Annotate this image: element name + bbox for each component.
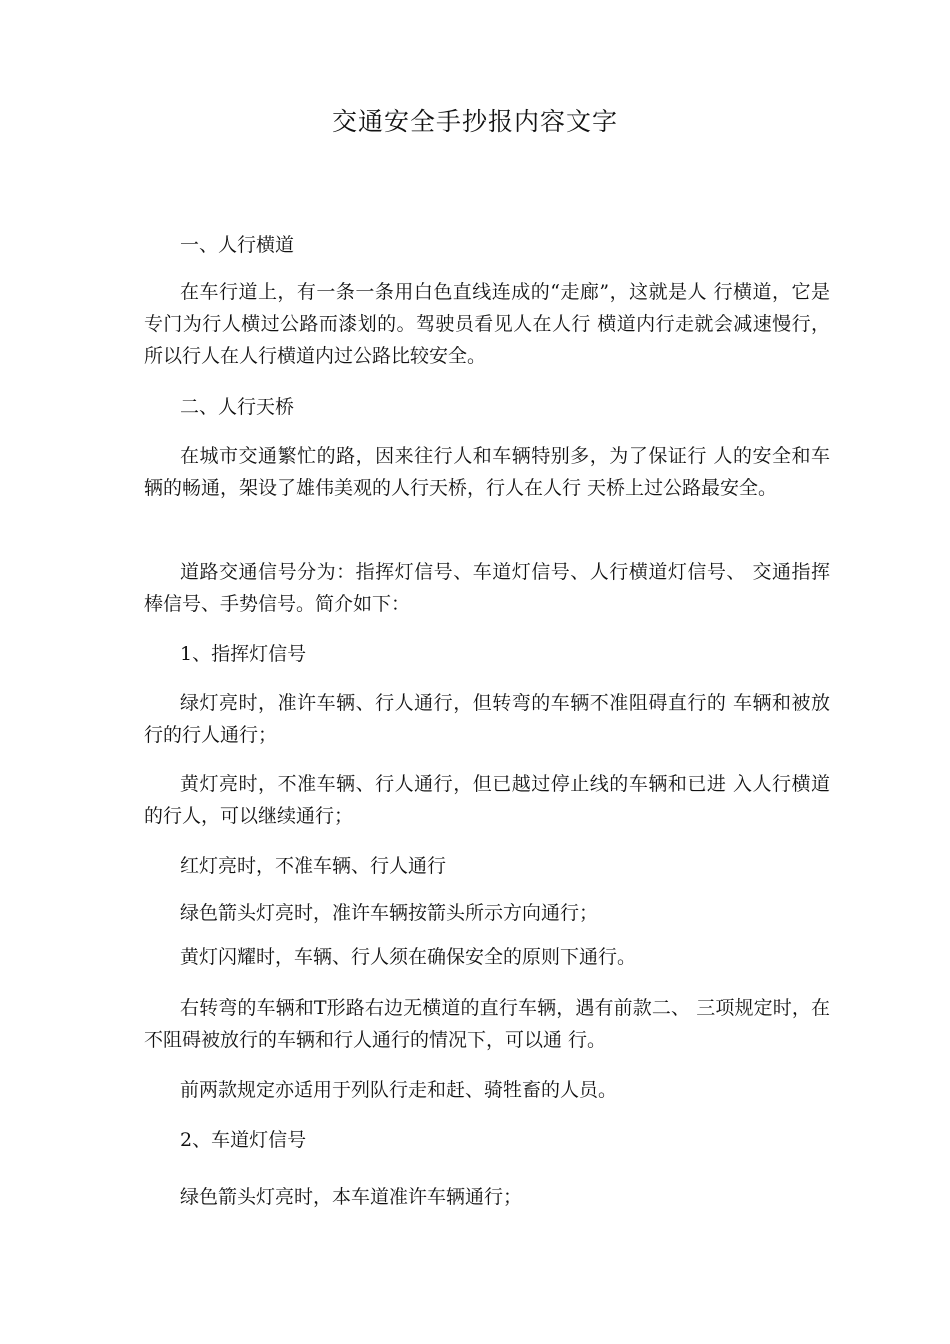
section-heading-crosswalk: 一、人行横道 (180, 234, 295, 256)
document-title: 交通安全手抄报内容文字 (331, 107, 618, 136)
paragraph-crosswalk: 在车行道上，有一条一条用白色直线连成的“走廊”，这就是人 行横道，它是专门为行人横过公路而漆划的。驾驶员看见人在人行 横道内行走就会减速慢行，所以行人在人行横道内过公路比较安全。 (144, 281, 830, 367)
paragraph-yellow-light: 黄灯亮时，不准车辆、行人通行，但已越过停止线的车辆和已进 入人行横道的行人，可以继续通行； (144, 773, 830, 827)
paragraph-green-arrow: 绿色箭头灯亮时，准许车辆按箭头所示方向通行； (180, 902, 599, 924)
paragraph-column-walking: 前两款规定亦适用于列队行走和赶、骑牲畜的人员。 (180, 1079, 618, 1101)
paragraph-lane-green-arrow: 绿色箭头灯亮时，本车道准许车辆通行； (180, 1186, 523, 1208)
paragraph-footbridge: 在城市交通繁忙的路，因来往行人和车辆特别多，为了保证行 人的安全和车辆的畅通，架设了雄伟美观的人行天桥，行人在人行 天桥上过公路最安全。 (144, 445, 830, 499)
paragraph-green-light: 绿灯亮时，准许车辆、行人通行，但转弯的车辆不准阻碍直行的 车辆和被放行的行人通行； (144, 692, 830, 746)
paragraph-red-light: 红灯亮时，不准车辆、行人通行 (180, 855, 447, 877)
section-heading-footbridge: 二、人行天桥 (180, 396, 295, 418)
paragraph-right-turn: 右转弯的车辆和T形路右边无横道的直行车辆，遇有前款二、 三项规定时，在不阻碍被放行的车辆和行人通行的情况下，可以通 行。 (144, 997, 830, 1051)
section-heading-command-light: 1、指挥灯信号 (180, 643, 307, 665)
paragraph-signal-types: 道路交通信号分为：指挥灯信号、车道灯信号、人行横道灯信号、 交通指挥棒信号、手势信号。简介如下： (144, 561, 830, 615)
paragraph-yellow-flash: 黄灯闪耀时，车辆、行人须在确保安全的原则下通行。 (180, 946, 637, 968)
section-heading-lane-light: 2、车道灯信号 (180, 1129, 307, 1151)
